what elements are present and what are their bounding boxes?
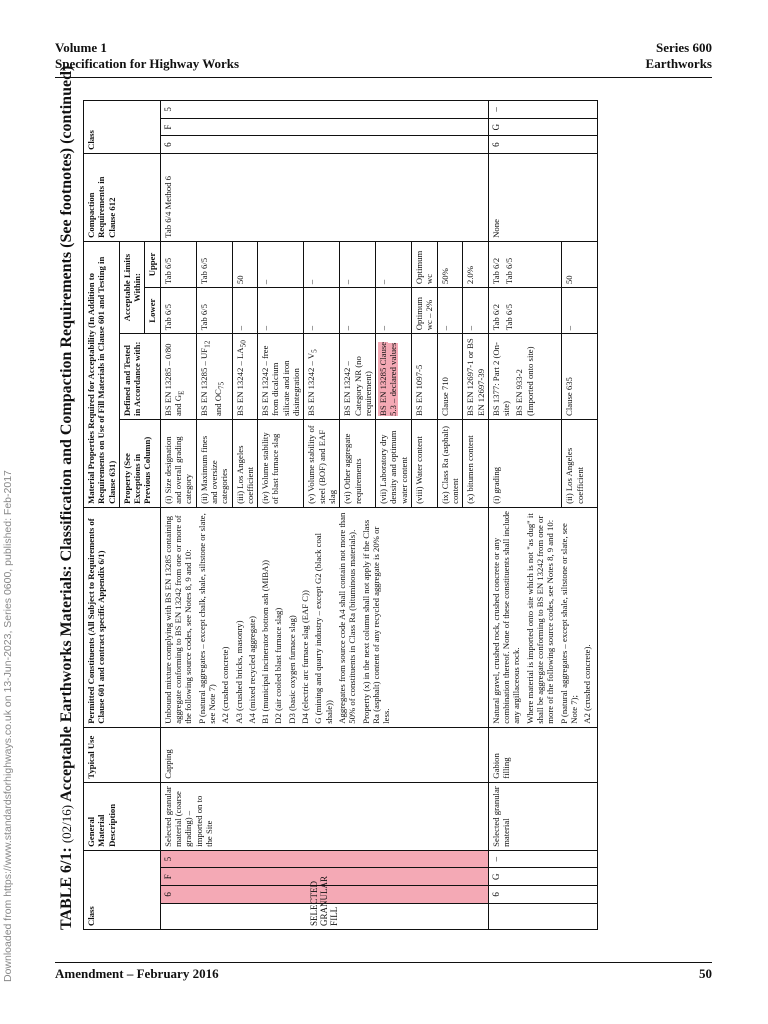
class-g: G <box>488 868 598 886</box>
compaction-header: Compaction Requirements in Clause 612 <box>84 153 161 241</box>
typical-use: Capping <box>160 727 488 782</box>
property-cell: (x) bitumen content <box>463 419 489 507</box>
limits-header: Acceptable Limits Within: <box>119 241 145 333</box>
defined-cell-highlighted: BS EN 13285 Clause 5.3 – declared values <box>376 334 412 420</box>
general-header: General Material Description <box>84 782 161 850</box>
property-cell: (ii) Maximum fines and oversize categories <box>196 419 232 507</box>
property-cell: (vi) Other aggregate requirements <box>340 419 376 507</box>
permitted-constituents: Unbound mixture complying with BS EN 13285 containing aggregate conforming to BS EN 13242 from one or more of the following source codes, see Notes 8, 9 and 10: P (natural aggregates – except chalk, shale, siltstone or slate, see Note 7) A2 (crushed concrete) A3 (crushed bricks, masonry) A4 (mixed recycled aggregate) B1 (municipal incinerator bottom ash (MIBA)) D2 (air cooled blast furnace slag) D3 (basic oxygen furnace slag) D4 (electric arc furnace slag (EAF C)) G (mining and quarry industry – except G2 (black coal shale)) Aggregates from source code A4 shall contain not more than 50% of constituents in Class Ra (bituminous materials). Property (x) in the next column shall not apply if the Class Ra (asphalt) content of any recycled aggregate is 20% or less. <box>160 507 488 727</box>
property-cell: (iii) Los Angeles coefficient <box>232 419 258 507</box>
permitted-constituents: Natural gravel, crushed rock, crushed concrete or any combination thereof. None of these constituents shall include any argillaceous rock. Where material is imported onto site which is not "as dug" it shall be aggregate conforming to BS EN 13242 from one or more of the following source codes, see Notes 8, 9 and 10: P (natural aggregates – except shale, siltstone or slate, see Note 7); A2 (crushed concrete). <box>488 507 598 727</box>
property-cell: (ii) Los Angeles coefficient <box>562 419 598 507</box>
defined-cell: BS EN $13242 - V_5$ <box>304 334 340 420</box>
upper-cell: 50% <box>437 241 463 287</box>
defined-cell: BS EN $13285 - UF_{12}$ and $OC_{75}$ <box>196 334 232 420</box>
footer-rule <box>55 962 712 963</box>
general-description: Selected granular material (coarse grading) – imported on to the Site <box>160 782 488 850</box>
lower-cell: Tab 6/5 <box>196 288 232 334</box>
lower-cell: – <box>562 288 598 334</box>
amendment-label: Amendment – February 2016 <box>55 966 219 981</box>
lower-cell: Tab 6/2 Tab 6/5 <box>488 288 562 334</box>
earthworks-table <box>83 100 598 930</box>
defined-cell: BS EN $13242 - LA_{50}$ <box>232 334 258 420</box>
lower-cell: – <box>258 288 304 334</box>
class-right-header: Class <box>84 101 161 154</box>
upper-cell: 2.0% <box>463 241 489 287</box>
topic-label: Earthworks <box>645 56 712 71</box>
upper-cell: 50 <box>562 241 598 287</box>
download-watermark: Downloaded from https://www.standardsforhighways.co.uk on 13-Jun-2023, Series 0600, published: Feb-2017 <box>2 470 14 982</box>
table-row-6g <box>488 101 562 930</box>
class-6: 6 <box>488 886 598 904</box>
defined-cell: BS EN 1097-5 <box>412 334 438 420</box>
defined-cell: Clause 635 <box>562 334 598 420</box>
class-header: Class <box>84 850 161 929</box>
general-description: Selected granular material <box>488 782 598 850</box>
table-title: TABLE 6/1: (02/16) Acceptable Earthworks Materials: Classification and Compaction Requirements (See footnotes) (continued) <box>58 65 75 930</box>
volume-label: Volume 1 <box>55 40 107 55</box>
spec-title: Specification for Highway Works <box>55 56 240 71</box>
property-cell: (vii) Laboratory dry density and optimum water content <box>376 419 412 507</box>
property-cell: (ix) Class Ra (asphalt) content <box>437 419 463 507</box>
upper-cell: Tab 6/5 <box>160 241 196 287</box>
defined-header: Defined and Tested in Accordance with: <box>119 334 160 420</box>
properties-header: Material Properties Required for Acceptability (In Addition to Requirements on Use of Fill Materials in Clause 601 and Testing in Clause 631) <box>84 241 120 507</box>
property-cell: (i) Size designation and overall grading category <box>160 419 196 507</box>
defined-cell: BS 1377: Part 2 (On-site) BS EN 933-2 (Imported onto site) <box>488 334 562 420</box>
group-label: SELECTED GRANULAR FILL <box>160 903 488 929</box>
defined-cell: Clause 710 <box>437 334 463 420</box>
header-row-1 <box>84 101 120 930</box>
property-cell: (i) grading <box>488 419 562 507</box>
right-class-5: 5 <box>160 101 488 119</box>
compaction-cell: Tab 6/4 Method 6 <box>160 153 488 241</box>
lower-cell: – <box>340 288 376 334</box>
right-class-6: 6 <box>160 136 488 154</box>
group-label-cont <box>488 903 598 929</box>
lower-cell: – <box>463 288 489 334</box>
upper-cell: – <box>304 241 340 287</box>
defined-cell: BS EN 13242 – Category NR (no requirement) <box>340 334 376 420</box>
class-6: 6 <box>160 886 488 904</box>
lower-cell: Optimum wc – 2% <box>412 288 438 334</box>
compaction-cell: None <box>488 153 598 241</box>
lower-cell: – <box>376 288 412 334</box>
lower-cell: – <box>232 288 258 334</box>
upper-cell: – <box>258 241 304 287</box>
typical-use: Gabion filling <box>488 727 598 782</box>
property-cell: (viii) Water content <box>412 419 438 507</box>
lower-cell: – <box>304 288 340 334</box>
typical-use-header: Typical Use <box>84 727 161 782</box>
defined-cell: BS EN 13242 – free from dicalcium silicate and iron disintegration <box>258 334 304 420</box>
upper-cell: – <box>340 241 376 287</box>
page-header-left <box>55 40 239 72</box>
right-class-g: G <box>488 118 598 136</box>
property-header: Property (See Exceptions in Previous Column) <box>119 419 160 507</box>
right-class-dash: – <box>488 101 598 119</box>
class-5: 5 <box>160 850 488 868</box>
rotated-table-page <box>55 65 715 930</box>
property-cell: (iv) Volume stability of blast furnace slag <box>258 419 304 507</box>
lower-cell: Tab 6/5 <box>160 288 196 334</box>
upper-cell: Tab 6/5 <box>196 241 232 287</box>
upper-cell: – <box>376 241 412 287</box>
property-cell: (v) Volume stability of steel (BOF) and EAF slag <box>304 419 340 507</box>
defined-cell: BS EN 12697-1 or BS EN 12697-39 <box>463 334 489 420</box>
page-number: 50 <box>699 966 712 981</box>
series-label: Series 600 <box>656 40 712 55</box>
upper-cell: Tab 6/2 Tab 6/5 <box>488 241 562 287</box>
permitted-header: Permitted Constituents (All Subject to Requirements of Clause 601 and contract specific Appendix 6/1) <box>84 507 161 727</box>
class-f: F <box>160 868 488 886</box>
upper-cell: Optimum wc <box>412 241 438 287</box>
table-row-6f5 <box>160 101 196 930</box>
lower-cell: – <box>437 288 463 334</box>
upper-header: Upper <box>145 241 160 287</box>
defined-cell: BS EN 13285 – 0/80 and $G_E$ <box>160 334 196 420</box>
right-class-6: 6 <box>488 136 598 154</box>
page-header-right <box>646 40 712 72</box>
class-dash: – <box>488 850 598 868</box>
header-rule <box>55 77 712 78</box>
right-class-f: F <box>160 118 488 136</box>
upper-cell: 50 <box>232 241 258 287</box>
lower-header: Lower <box>145 288 160 334</box>
